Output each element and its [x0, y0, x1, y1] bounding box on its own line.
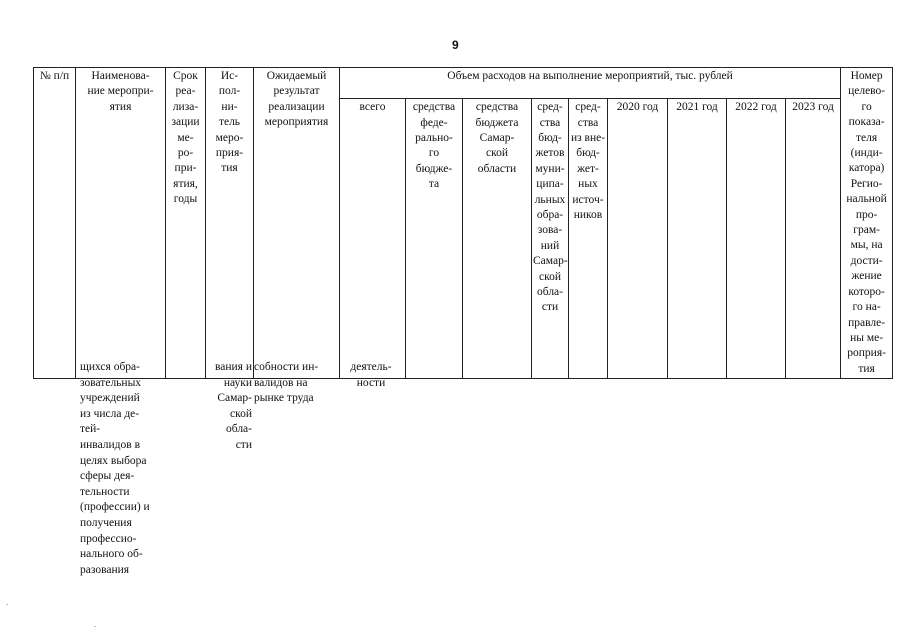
- subcolumn-2021: 2021 год: [668, 99, 727, 379]
- column-header-term: Срок реа- лиза- зации ме- ро- при- ятия, годы: [166, 68, 206, 379]
- scan-mark: [6, 604, 8, 605]
- column-header-expenses: Объем расходов на выполнение мероприятий, тыс. рублей: [340, 68, 841, 99]
- subcolumn-2022: 2022 год: [727, 99, 786, 379]
- page-number: 9: [452, 38, 459, 52]
- column-header-result: Ожидаемый результат реализации мероприятия: [254, 68, 340, 379]
- subcolumn-total: всего: [340, 99, 406, 379]
- subcolumn-2020: 2020 год: [608, 99, 668, 379]
- subcolumn-regional: средства бюджета Самар- ской области: [463, 99, 532, 379]
- subcolumn-municipal: сред- ства бюд- жетов муни- ципа- льных обра- зова- ний Самар- ской обла- сти: [532, 99, 569, 379]
- expenses-table: [33, 67, 893, 379]
- continuation-total: деятель- ности: [350, 361, 392, 389]
- subcolumn-2023: 2023 год: [786, 99, 841, 379]
- continuation-result: собности ин- валидов на рынке труда: [254, 361, 319, 405]
- scan-mark: [94, 626, 96, 627]
- column-header-executor: Ис- пол- ни- тель меро- прия- тия: [206, 68, 254, 379]
- subcolumn-federal: средства феде- рально- го бюдже- та: [406, 99, 463, 379]
- continuation-executor: вания и науки Самар- ской обла- сти: [214, 361, 252, 451]
- subcolumn-extrabudget: сред- ства из вне- бюд- жет- ных источ- ников: [569, 99, 608, 379]
- column-header-name: Наименова- ние меропри- ятия: [76, 68, 166, 379]
- column-header-indicator: Номер целево- го показа- теля (инди- катора) Регио- нальной про- грам- мы, на дости- жение которо- го на- правле- ны ме- роприя- тия: [841, 68, 893, 379]
- column-header-number: № п/п: [34, 68, 76, 379]
- continuation-name: щихся обра- зовательных учреждений из числа де- тей- инвалидов в целях выбора сферы дея- тельности (профессии) и получения профессио- нального об- разования: [80, 361, 150, 576]
